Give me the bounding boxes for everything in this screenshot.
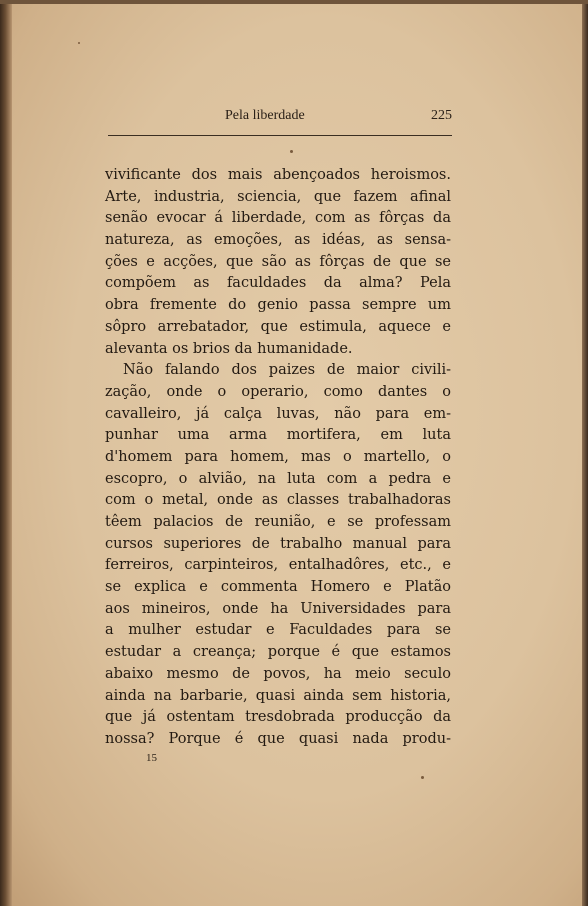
text-line: zação, onde o operario, como dantes o [105,383,451,400]
text-line: Arte, industria, sciencia, que fazem afinal [105,188,451,205]
text-line: escopro, o alvião, na luta com a pedra e [105,470,451,487]
text-line: punhar uma arma mortifera, em luta [105,427,451,444]
page-number: 225 [431,108,452,123]
text-line: cursos superiores de trabalho manual para [105,535,451,552]
text-line: aos mineiros, onde ha Universidades para [105,600,451,617]
text-line: com o metal, onde as classes trabalhadoras [105,492,451,509]
text-line: senão evocar á liberdade, com as fôrças da [105,210,451,227]
text-line: que já ostentam tresdobrada producção da [105,709,451,726]
page-top-edge [0,0,588,4]
text-line: ções e acções, que são as fôrças de que se [105,253,451,270]
running-head [108,108,452,128]
paragraph-first-line: Não falando dos paizes de maior civili- [123,362,451,379]
text-line: a mulher estudar e Faculdades para se [105,622,451,639]
paper-speck [290,150,293,153]
page-binding-shadow [0,0,12,906]
text-line: cavalleiro, já calça luvas, não para em- [105,405,451,422]
text-line: estudar a creança; porque é que estamos [105,644,451,661]
text-line: d'homem para homem, mas o martello, o [105,448,451,465]
running-head-title: Pela liberdade [225,108,305,123]
text-line: nossa? Porque é que quasi nada produ- [105,730,451,747]
text-line: compõem as faculdades da alma? Pela [105,275,451,292]
text-line: ferreiros, carpinteiros, entalhadôres, etc., e [105,557,451,574]
paper-speck [421,776,424,779]
text-line: têem palacios de reunião, e se professam [105,514,451,530]
page-right-edge [582,0,588,906]
text-line: ainda na barbarie, quasi ainda sem historia, [105,687,451,704]
text-line: abaixo mesmo de povos, ha meio seculo [105,665,451,682]
text-line: natureza, as emoções, as idéas, as sensa- [105,232,451,249]
header-rule [108,135,452,136]
paper-speck [78,42,80,44]
text-line: obra fremente do genio passa sempre um [105,297,451,314]
text-line: alevanta os brios da humanidade. [105,340,353,357]
text-line: sôpro arrebatador, que estimula, aquece e [105,318,451,335]
text-line: se explica e commenta Homero e Platão [105,579,451,596]
body-text [105,165,451,751]
signature-mark: 15 [146,752,157,764]
text-line: vivificante dos mais abençoados heroismos. [105,167,451,183]
